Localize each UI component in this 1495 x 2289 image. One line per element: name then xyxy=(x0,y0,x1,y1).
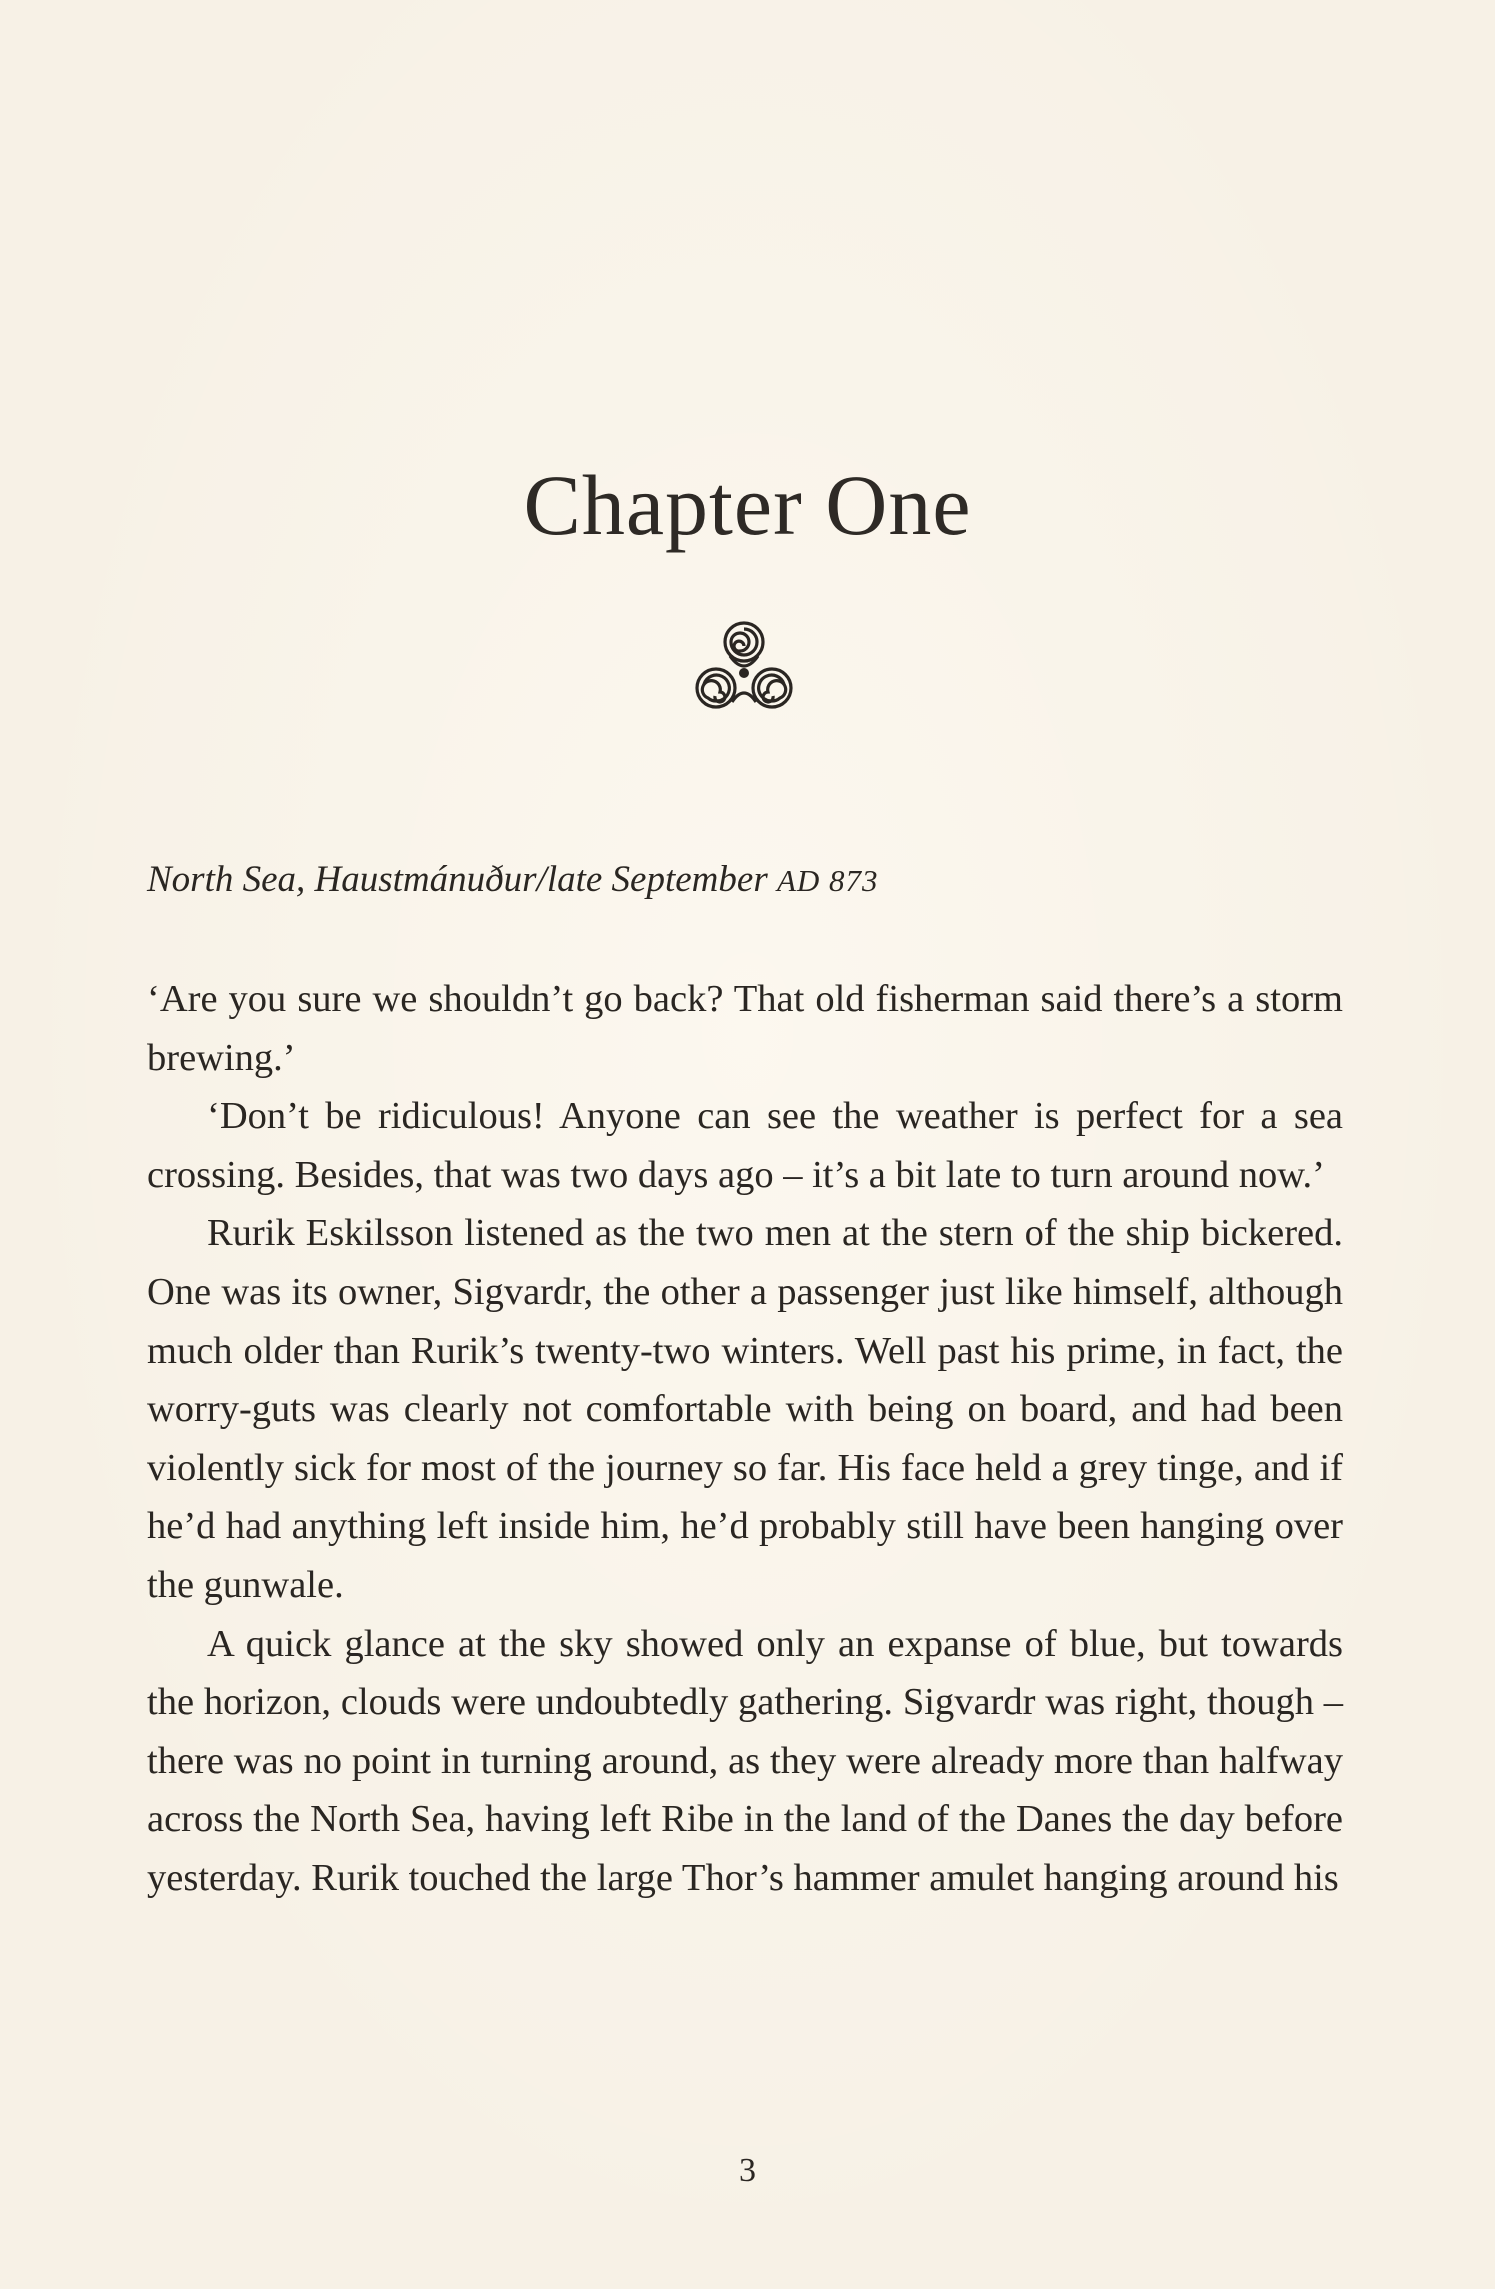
page-number: 3 xyxy=(739,2152,756,2189)
paragraph: Rurik Eskilsson listened as the two men at the stern of the ship bickered. One was its owner, Sigvardr, the other a passenger just like himself, although much older than Rurik’s twenty-two winters. Well past his prime, in fact, the worry-guts was clearly not comfortable with being on board, and had been violently sick for most of the journey so far. His face held a grey tinge, and if he’d had anything left inside him, he’d probably still have been hanging over the gunwale. xyxy=(147,1212,1343,1606)
triskele-icon xyxy=(690,618,798,714)
paragraph: A quick glance at the sky showed only an expanse of blue, but towards the horizon, clouds were undoubtedly gathering. Sigvardr was right, though – there was no point in turning around, as they were already more than halfway across the North Sea, having left Ribe in the land of the Danes the day before yesterday. Rurik touched the large Thor’s hammer amulet hanging around his xyxy=(147,1622,1343,1899)
location-line xyxy=(147,858,879,901)
location-era: AD 873 xyxy=(776,863,879,898)
chapter-title: Chapter One xyxy=(523,457,972,553)
paragraph: ‘Are you sure we shouldn’t go back? That old fisherman said there’s a storm brewing.’ xyxy=(147,978,1343,1079)
chapter-body xyxy=(147,970,1343,1908)
paragraph: ‘Don’t be ridiculous! Anyone can see the weather is perfect for a sea crossing. Besides, that was two days ago – it’s a bit late to turn around now.’ xyxy=(147,1095,1343,1196)
location-text: North Sea, Haustmánuður/late September xyxy=(147,859,777,900)
